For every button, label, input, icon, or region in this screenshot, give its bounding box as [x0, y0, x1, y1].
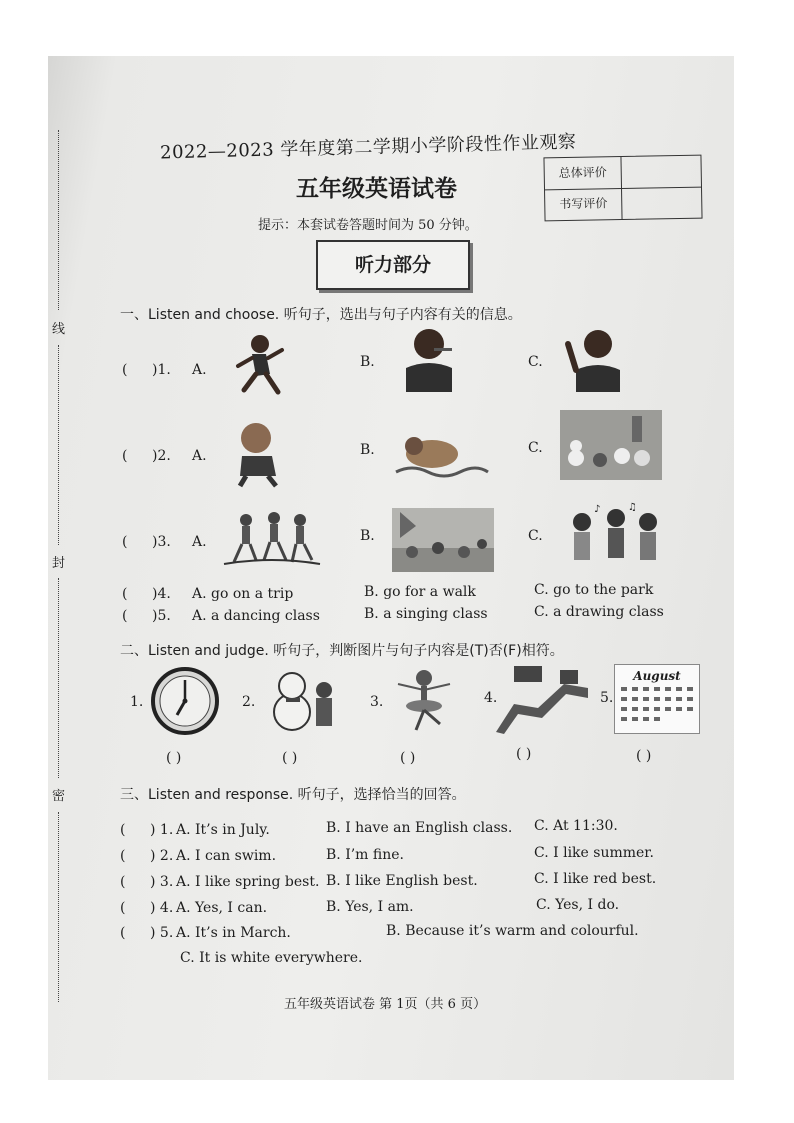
binding-mark-secret: 密	[52, 789, 66, 804]
judge-item-3-number: 3.	[370, 694, 384, 710]
eval-label-overall: 总体评价	[544, 157, 622, 189]
q2-number: 2.	[157, 448, 171, 464]
q2-option-b: B.	[360, 442, 375, 458]
boy-waving-icon	[560, 322, 630, 394]
judge-item-1-number: 1.	[130, 694, 144, 710]
snowman-family-icon	[560, 410, 662, 480]
q3-close-number	[152, 534, 171, 550]
evaluation-table	[543, 155, 702, 222]
q5-number: 5.	[157, 608, 171, 624]
r5-option-c: C. It is white everywhere.	[180, 950, 363, 966]
section2-heading: 二、Listen and judge. 听句子，判断图片与句子内容是(T)否(F)相符。	[120, 643, 564, 659]
r1-option-b: B. I have an English class.	[326, 820, 513, 836]
swimming-child-icon	[392, 428, 490, 484]
q2-option-a: A.	[192, 448, 207, 464]
august-calendar-icon	[614, 664, 700, 734]
r2-option-a: A. I can swim.	[176, 848, 277, 864]
r4-option-a: A. Yes, I can.	[176, 900, 268, 916]
q1-number: 1.	[157, 362, 171, 378]
q5-option-b: B. a singing class	[364, 606, 488, 622]
r1-number: ) 1.	[150, 822, 174, 838]
section3-heading: 三、Listen and response. 听句子，选择恰当的回答。	[120, 787, 466, 803]
answer-paren[interactable]: (	[120, 822, 126, 838]
paren-close: )	[152, 534, 158, 550]
section1-heading: 一、Listen and choose. 听句子，选出与句子内容有关的信息。	[120, 307, 522, 323]
q5-option-a: A. a dancing class	[192, 608, 320, 624]
q4-option-b: B. go for a walk	[364, 584, 476, 600]
answer-paren[interactable]: (	[120, 874, 126, 890]
q3-option-b: B.	[360, 528, 375, 544]
judge-answer-3[interactable]: ( )	[400, 750, 416, 766]
eval-row-writing	[545, 187, 702, 221]
r2-number: ) 2.	[150, 848, 174, 864]
q4-close-number	[152, 586, 171, 602]
answer-paren[interactable]: (	[122, 608, 128, 624]
binding-mark-line: 线	[52, 322, 66, 337]
q4-option-a: A. go on a trip	[192, 586, 294, 602]
r5-option-a: A. It’s in March.	[176, 925, 291, 941]
r2-option-c: C. I like summer.	[534, 845, 654, 861]
calendar-grid	[615, 683, 699, 729]
eval-row-overall	[544, 156, 701, 191]
q1-close-number	[152, 362, 171, 378]
r1-option-c: C. At 11:30.	[534, 818, 618, 834]
judge-answer-1[interactable]: ( )	[166, 750, 182, 766]
judge-item-4-number: 4.	[484, 690, 498, 706]
judge-answer-5[interactable]: ( )	[636, 748, 652, 764]
binding-line-mid	[58, 345, 59, 545]
answer-paren[interactable]: (	[122, 448, 128, 464]
answer-paren[interactable]: (	[122, 362, 128, 378]
running-race-icon	[222, 510, 322, 568]
q1-option-c: C.	[528, 354, 543, 370]
judge-item-2-number: 2.	[242, 694, 256, 710]
r3-option-c: C. I like red best.	[534, 871, 657, 887]
judge-answer-4[interactable]: ( )	[516, 746, 532, 762]
q2-option-c: C.	[528, 440, 543, 456]
park-scene-icon	[392, 508, 494, 572]
answer-paren[interactable]: (	[120, 848, 126, 864]
r3-number: ) 3.	[150, 874, 174, 890]
q3-option-a: A.	[192, 534, 207, 550]
r3-option-a: A. I like spring best.	[176, 874, 320, 890]
listening-banner	[316, 240, 470, 290]
paren-close: )	[152, 448, 158, 464]
q2-close-number	[152, 448, 171, 464]
great-wall-icon	[494, 664, 590, 736]
svg-text:♪: ♪	[594, 504, 601, 515]
r4-option-c: C. Yes, I do.	[536, 897, 620, 913]
q3-number: 3.	[157, 534, 171, 550]
q5-close-number	[152, 608, 171, 624]
page-footer: 五年级英语试卷 第 1页（共 6 页）	[284, 997, 487, 1012]
r5-option-b: B. Because it’s warm and colourful.	[386, 923, 639, 939]
r4-option-b: B. Yes, I am.	[326, 899, 414, 915]
answer-paren[interactable]: (	[120, 925, 126, 941]
q4-option-c: C. go to the park	[534, 582, 654, 598]
r3-option-b: B. I like English best.	[326, 873, 478, 889]
q5-option-c: C. a drawing class	[534, 604, 664, 620]
paren-close: )	[152, 362, 158, 378]
paren-close: )	[152, 586, 158, 602]
binding-line-top	[58, 130, 59, 310]
ballet-dancer-icon	[390, 666, 454, 736]
answer-paren[interactable]: (	[120, 900, 126, 916]
q1-option-b: B.	[360, 354, 375, 370]
boy-playing-icon	[222, 416, 292, 488]
answer-paren[interactable]: (	[122, 586, 128, 602]
calendar-month-label: August	[633, 669, 681, 683]
q3-option-c: C.	[528, 528, 543, 544]
binding-line-bottom	[58, 812, 59, 1002]
answer-paren[interactable]: (	[122, 534, 128, 550]
r1-option-a: A. It’s in July.	[176, 822, 270, 838]
running-boy-icon	[222, 330, 292, 400]
binding-line-lower	[58, 578, 59, 778]
singing-children-icon	[568, 500, 664, 572]
judge-answer-2[interactable]: ( )	[282, 750, 298, 766]
paren-close: )	[152, 608, 158, 624]
q1-option-a: A.	[192, 362, 207, 378]
boy-brushing-teeth-icon	[394, 322, 464, 394]
r5-number: ) 5.	[150, 925, 174, 941]
snowman-icon	[264, 666, 342, 736]
exam-tip: 提示：本套试卷答题时间为 50 分钟。	[258, 218, 478, 233]
q4-number: 4.	[157, 586, 171, 602]
judge-item-5-number: 5.	[600, 690, 614, 706]
eval-label-writing: 书写评价	[545, 188, 623, 220]
grade-title: 五年级英语试卷	[296, 176, 457, 202]
exam-title: 2022—2023 学年度第二学期小学阶段性作业观察	[159, 131, 577, 164]
clock-icon	[150, 666, 220, 736]
r4-number: ) 4.	[150, 900, 174, 916]
r2-option-b: B. I’m fine.	[326, 847, 404, 863]
binding-mark-seal: 封	[52, 556, 66, 571]
banner-label: 听力部分	[354, 254, 431, 276]
svg-text:♫: ♫	[628, 502, 637, 513]
